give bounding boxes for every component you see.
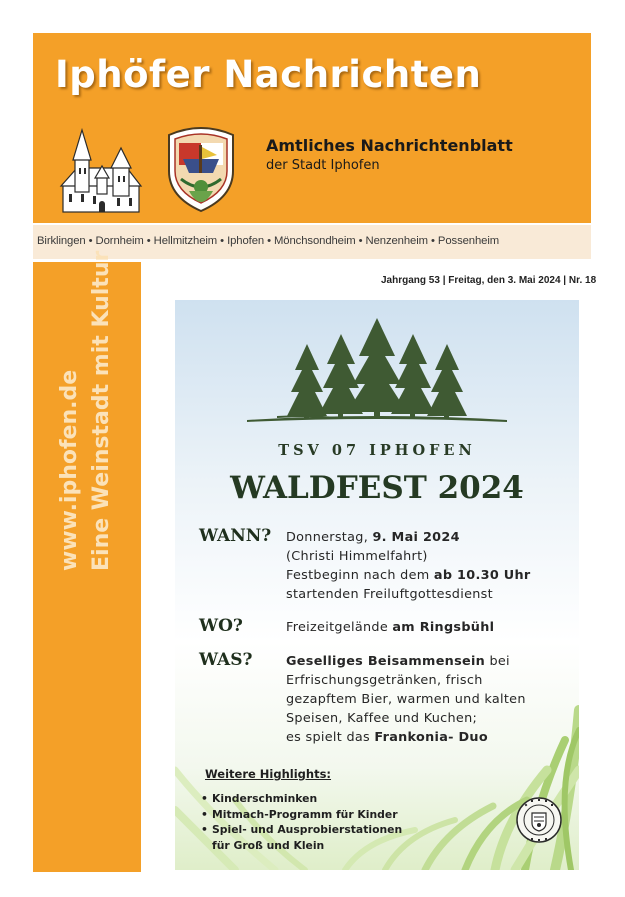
what-band: Frankonia- Duo	[374, 730, 488, 745]
where-label: WO?	[199, 616, 243, 636]
town-name: Nenzenheim	[365, 235, 428, 247]
where-place: Freizeitgelände	[286, 620, 393, 635]
when-start-time: ab 10.30 Uhr	[433, 568, 531, 583]
club-seal-icon	[515, 796, 563, 844]
what-text-5: es spielt das	[286, 730, 375, 745]
what-highlight: Geselliges Beisammensein	[286, 654, 486, 669]
masthead-subtitle: Amtliches Nachrichtenblatt	[266, 136, 513, 155]
town-name: Mönchsondheim	[274, 235, 356, 247]
town-separator: •	[217, 235, 228, 247]
highlight-text: Mitmach-Programm für Kinder	[212, 807, 398, 821]
town-separator: •	[264, 235, 274, 247]
what-details	[286, 652, 526, 747]
masthead-header	[33, 33, 591, 223]
town-separator: •	[143, 235, 154, 247]
issue-info: Jahrgang 53 | Freitag, den 3. Mai 2024 | Nr. 18	[381, 275, 597, 286]
town-separator: •	[355, 235, 366, 247]
town-separator: •	[427, 235, 438, 247]
when-holiday: (Christi Himmelfahrt)	[286, 549, 428, 564]
forest-icon	[247, 316, 507, 426]
what-label: WAS?	[199, 650, 253, 670]
what-text-1: bei	[485, 654, 510, 669]
town-name: Dornheim	[95, 235, 144, 247]
where-location: am Ringsbühl	[392, 620, 495, 635]
town-name: Hellmitzheim	[153, 235, 218, 247]
list-item: • Mitmach-Programm für Kinder	[201, 807, 398, 821]
highlights-list	[201, 791, 402, 853]
when-service: startenden Freiluftgottesdienst	[286, 587, 493, 602]
when-day: Donnerstag,	[286, 530, 373, 545]
highlights-title: Weitere Highlights:	[205, 767, 332, 781]
event-title: WALDFEST 2024	[230, 470, 524, 506]
what-text-2: Erfrischungsgetränken, frisch	[286, 673, 483, 688]
waldfest-poster	[175, 300, 579, 870]
what-text-3: gezapftem Bier, warmen und kalten	[286, 692, 526, 707]
when-start-text: Festbeginn nach dem	[286, 568, 434, 583]
towns-list	[37, 235, 499, 247]
website-url[interactable]: www.iphofen.de	[57, 369, 82, 571]
masthead-title: Iphöfer Nachrichten	[55, 53, 482, 96]
club-name: TSV 07 IPHOFEN	[278, 442, 476, 459]
list-item: • Kinderschminken	[201, 792, 318, 805]
town-name: Birklingen	[37, 235, 86, 247]
when-date: 9. Mai 2024	[372, 530, 460, 545]
masthead-city: der Stadt Iphofen	[266, 158, 380, 173]
list-item	[201, 838, 402, 854]
when-details	[286, 528, 531, 604]
when-label: WANN?	[199, 526, 272, 546]
town-separator: •	[85, 235, 96, 247]
city-crest-icon	[161, 125, 241, 215]
list-item: • Spiel- und Ausprobierstationen	[201, 823, 403, 836]
town-name: Possenheim	[437, 235, 500, 247]
what-text-4: Speisen, Kaffee und Kuchen;	[286, 711, 478, 726]
church-icon	[57, 128, 145, 214]
highlight-text: Spiel- und Ausprobierstationen	[212, 823, 403, 836]
highlight-continuation: für Groß und Klein	[212, 838, 325, 852]
town-name: Iphofen	[227, 235, 265, 247]
city-slogan: Eine Weinstadt mit Kultur	[89, 250, 114, 571]
where-details	[286, 618, 494, 637]
highlight-text: Kinderschminken	[212, 792, 318, 805]
